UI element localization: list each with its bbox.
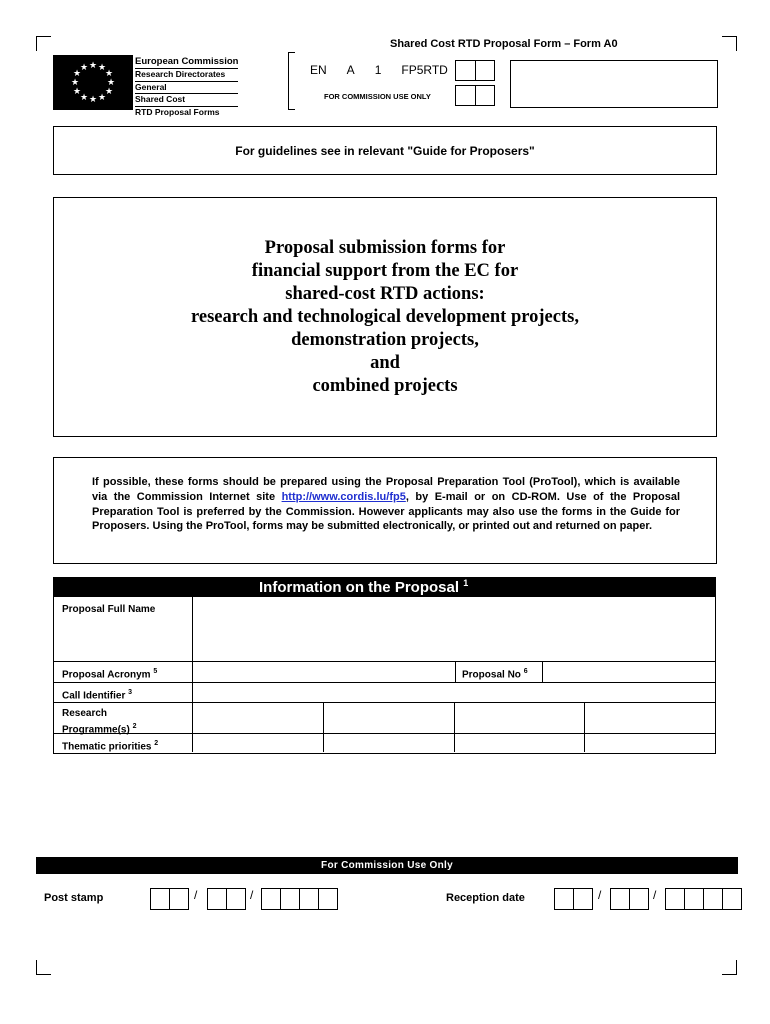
code-box-bottom[interactable] bbox=[455, 85, 495, 106]
title-line: shared-cost RTD actions: bbox=[285, 283, 485, 304]
title-line: and bbox=[370, 352, 400, 373]
eu-flag-logo bbox=[53, 55, 133, 110]
crop-mark-top-right bbox=[722, 36, 737, 51]
info-heading-note: 1 bbox=[463, 578, 469, 588]
research-programme-field-4[interactable] bbox=[585, 703, 714, 733]
cordis-link[interactable]: http://www.cordis.lu/fp5 bbox=[281, 490, 406, 503]
eu-stars-icon bbox=[53, 55, 133, 110]
info-heading-text: Information on the Proposal bbox=[259, 579, 460, 596]
form-identifier: Shared Cost RTD Proposal Form – Form A0 bbox=[390, 38, 618, 50]
svg-text:★: ★ bbox=[72, 87, 82, 97]
thematic-priority-field-1[interactable] bbox=[193, 734, 322, 752]
proposal-no-note: 6 bbox=[523, 668, 528, 675]
title-line: research and technological development projects, bbox=[191, 306, 579, 327]
department-line: Shared Cost bbox=[135, 94, 238, 107]
reception-year[interactable] bbox=[665, 888, 742, 910]
code-programme: FP5RTD bbox=[401, 63, 448, 77]
date-separator: / bbox=[653, 888, 657, 902]
title-line: Proposal submission forms for bbox=[264, 237, 506, 258]
call-identifier-label-text: Call Identifier bbox=[62, 690, 126, 702]
svg-text:★: ★ bbox=[104, 87, 114, 97]
post-stamp-year[interactable] bbox=[261, 888, 338, 910]
post-stamp-day[interactable] bbox=[150, 888, 189, 910]
protool-notice-box bbox=[53, 457, 717, 564]
call-identifier-field[interactable] bbox=[193, 683, 714, 702]
research-programme-field-3[interactable] bbox=[455, 703, 583, 733]
info-heading bbox=[259, 578, 468, 596]
research-programme-label bbox=[62, 707, 137, 736]
acronym-label-text: Proposal Acronym bbox=[62, 669, 151, 681]
svg-text:★: ★ bbox=[79, 63, 89, 73]
svg-text:★: ★ bbox=[72, 69, 82, 79]
guidelines-text: For guidelines see in relevant "Guide for Proposers" bbox=[235, 143, 535, 158]
acronym-divider bbox=[455, 661, 456, 682]
thematic-priorities-label bbox=[62, 737, 158, 753]
guidelines-box bbox=[53, 126, 717, 175]
full-name-field[interactable] bbox=[193, 597, 714, 661]
commission-use-header: For Commission Use Only bbox=[36, 857, 738, 874]
department-line: General bbox=[135, 82, 238, 95]
svg-text:★: ★ bbox=[88, 95, 98, 105]
protool-notice-text bbox=[92, 475, 680, 534]
research-label-line1: Research bbox=[62, 708, 108, 719]
svg-text:★: ★ bbox=[70, 78, 80, 88]
acronym-label bbox=[62, 665, 157, 681]
research-note: 2 bbox=[132, 723, 137, 730]
date-separator: / bbox=[194, 888, 198, 902]
research-label-line2: Programme(s) bbox=[62, 724, 130, 736]
call-identifier-label bbox=[62, 686, 132, 702]
proposal-no-label-text: Proposal No bbox=[462, 669, 521, 681]
info-table bbox=[53, 597, 716, 754]
code-bracket bbox=[288, 52, 295, 110]
research-programme-field-1[interactable] bbox=[193, 703, 322, 733]
date-separator: / bbox=[598, 888, 602, 902]
notice-text-before: If possible, these forms should be prepared using the Proposal Preparation Tool (ProTool), which is available via the Commission Internet site bbox=[92, 476, 680, 503]
notice-text-after: , by E-mail or on CD-ROM. Use of the Proposal Preparation Tool is preferred by the Commission. However applicants may also use the forms in the Guide for Proposers. Using the ProTool, forms may be submitted electronically, or printed out and returned on paper. bbox=[92, 490, 681, 533]
call-identifier-note: 3 bbox=[128, 689, 133, 696]
thematic-label-text: Thematic priorities bbox=[62, 741, 152, 753]
proposal-no-field[interactable] bbox=[543, 662, 714, 682]
department-line: European Commission bbox=[135, 56, 239, 67]
full-name-label: Proposal Full Name bbox=[62, 604, 156, 615]
reception-date-label: Reception date bbox=[446, 892, 525, 904]
research-programme-field-2[interactable] bbox=[324, 703, 453, 733]
reception-day[interactable] bbox=[554, 888, 593, 910]
title-line: financial support from the EC for bbox=[251, 260, 519, 281]
crop-mark-bottom-right bbox=[722, 960, 737, 975]
thematic-priority-field-3[interactable] bbox=[455, 734, 583, 752]
acronym-field[interactable] bbox=[193, 662, 455, 682]
post-stamp-label: Post stamp bbox=[44, 892, 104, 904]
svg-text:★: ★ bbox=[106, 78, 116, 88]
svg-text:★: ★ bbox=[88, 61, 98, 71]
commission-stamp-box[interactable] bbox=[510, 60, 718, 108]
thematic-priority-field-4[interactable] bbox=[585, 734, 714, 752]
svg-text:★: ★ bbox=[97, 63, 107, 73]
commission-use-label: FOR COMMISSION USE ONLY bbox=[324, 92, 431, 101]
main-title bbox=[191, 237, 579, 398]
thematic-note: 2 bbox=[154, 740, 159, 747]
proposal-no-label bbox=[462, 665, 528, 681]
department-line: Research Directorates bbox=[135, 69, 238, 82]
title-box bbox=[53, 197, 717, 437]
commission-code bbox=[310, 63, 468, 77]
svg-text:★: ★ bbox=[104, 69, 114, 79]
crop-mark-top-left bbox=[36, 36, 51, 51]
crop-mark-bottom-left bbox=[36, 960, 51, 975]
reception-month[interactable] bbox=[610, 888, 649, 910]
code-number: 1 bbox=[374, 63, 382, 77]
svg-text:★: ★ bbox=[79, 93, 89, 103]
department-line: RTD Proposal Forms bbox=[135, 107, 220, 118]
thematic-priority-field-2[interactable] bbox=[324, 734, 453, 752]
department-block bbox=[135, 56, 238, 119]
info-section-header bbox=[53, 577, 716, 597]
code-lang: EN bbox=[310, 63, 327, 77]
date-separator: / bbox=[250, 888, 254, 902]
acronym-note: 5 bbox=[153, 668, 158, 675]
title-line: demonstration projects, bbox=[291, 329, 479, 350]
svg-text:★: ★ bbox=[97, 93, 107, 103]
post-stamp-month[interactable] bbox=[207, 888, 246, 910]
code-box-top[interactable] bbox=[455, 60, 495, 81]
title-line: combined projects bbox=[312, 375, 458, 396]
code-letter: A bbox=[346, 63, 355, 77]
